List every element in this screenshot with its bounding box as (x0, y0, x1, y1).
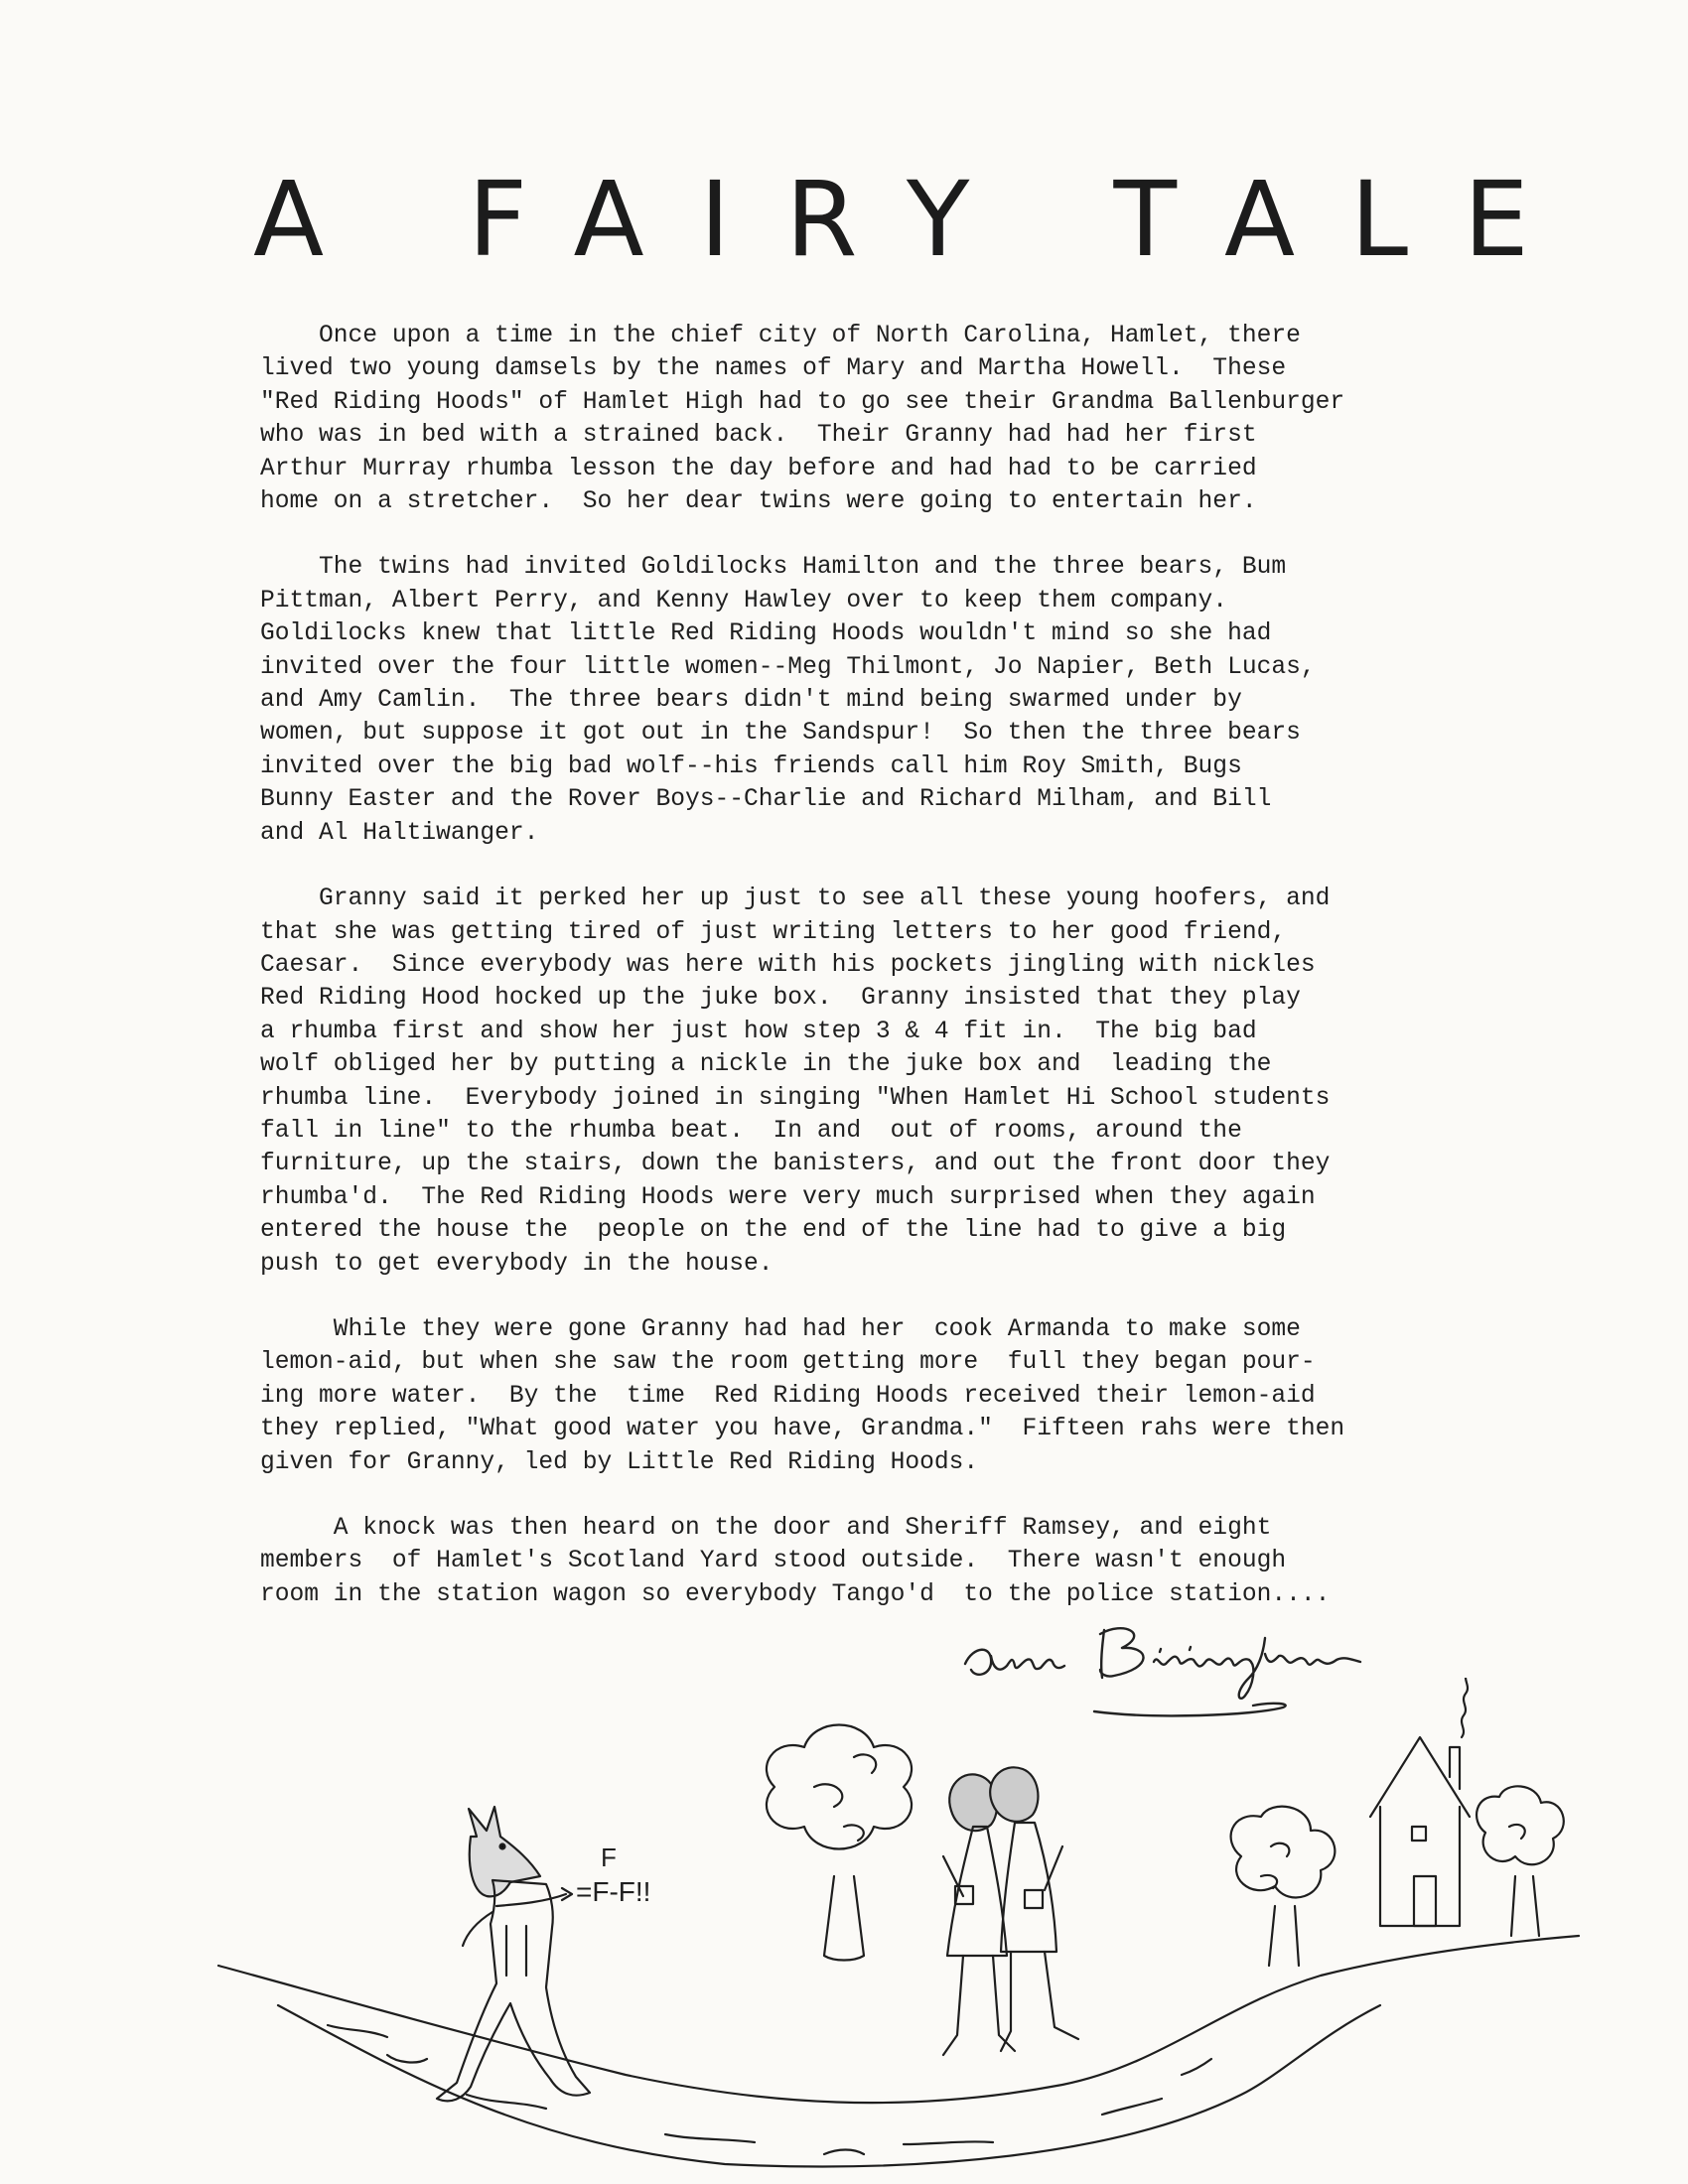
story-body (260, 320, 1501, 1611)
huff-text-2: =F-F!! (576, 1876, 651, 1907)
page-title: A FAIRY TALE (253, 159, 1585, 280)
story-paragraph-3: Granny said it perked her up just to see all these young hoofers, and that she was getting tired of just writing letters to her good friend, Caesar. Since everybody was here with his pockets jingling with nickles Red Riding Hood hocked up the juke box. Granny insisted that they play a rhumba first and show her just how step 3 & 4 fit in. The big bad wolf obliged her by putting a nickle in the juke box and leading the rhumba line. Everybody joined in singing "When Hamlet Hi School students fall in line" to the rhumba beat. In and out of rooms, around the furniture, up the stairs, down the banisters, and out the front door they rhumba'd. The Red Riding Hoods were very much surprised when they again entered the house the people on the end of the line had to give a big push to get everybody in the house. (260, 886, 1331, 1278)
ground-path (218, 1936, 1579, 2103)
tree-2 (1231, 1807, 1336, 1966)
story-paragraph-2: The twins had invited Goldilocks Hamilton and the three bears, Bum Pittman, Albert Perry, and Kenny Hawley over to keep them company. Goldilocks knew that little Red Riding Hoods wouldn't mind so she had invited over the four little women--Meg Thilmont, Jo Napier, Beth Lucas, and Amy Camlin. The three bears didn't mind being swarmed under by women, but suppose it got out in the Sandspur! So then the three bears invited over the big bad wolf--his friends call him Roy Smith, Bugs Bunny Easter and the Rover Boys--Charlie and Richard Milham, and Bill and Al Haltiwanger. (260, 554, 1316, 847)
tree-1 (767, 1725, 912, 1961)
twin-girls (943, 1767, 1078, 2055)
huff-text-1: F (601, 1843, 617, 1872)
story-paragraph-5: A knock was then heard on the door and Sheriff Ramsey, and eight members of Hamlet's Scotland Yard stood outside. There wasn't enough room in the station wagon so everybody Tango'd to the police station.... (260, 1515, 1331, 1608)
tree-3 (1477, 1786, 1564, 1936)
house (1370, 1678, 1470, 1926)
story-paragraph-4: While they were gone Granny had had her cook Armanda to make some lemon-aid, but when she saw the room getting more full they began pour- ing more water. By the time Red Riding Hoods received their lemon-aid they replied, "What good water you have, Grandma." Fifteen rahs were then given for Granny, led by Little Red Riding Hoods. (260, 1315, 1345, 1476)
story-paragraph-1: Once upon a time in the chief city of North Carolina, Hamlet, there lived two young damsels by the names of Mary and Martha Howell. These "Red Riding Hoods" of Hamlet High had to go see their Grandma Ballenburger who was in bed with a strained back. Their Granny had had her first Arthur Murray rhumba lesson the day before and had had to be carried home on a stretcher. So her dear twins were going to entertain her. (260, 323, 1345, 516)
story-illustration (209, 1678, 1599, 2174)
wolf-figure (437, 1807, 590, 2101)
